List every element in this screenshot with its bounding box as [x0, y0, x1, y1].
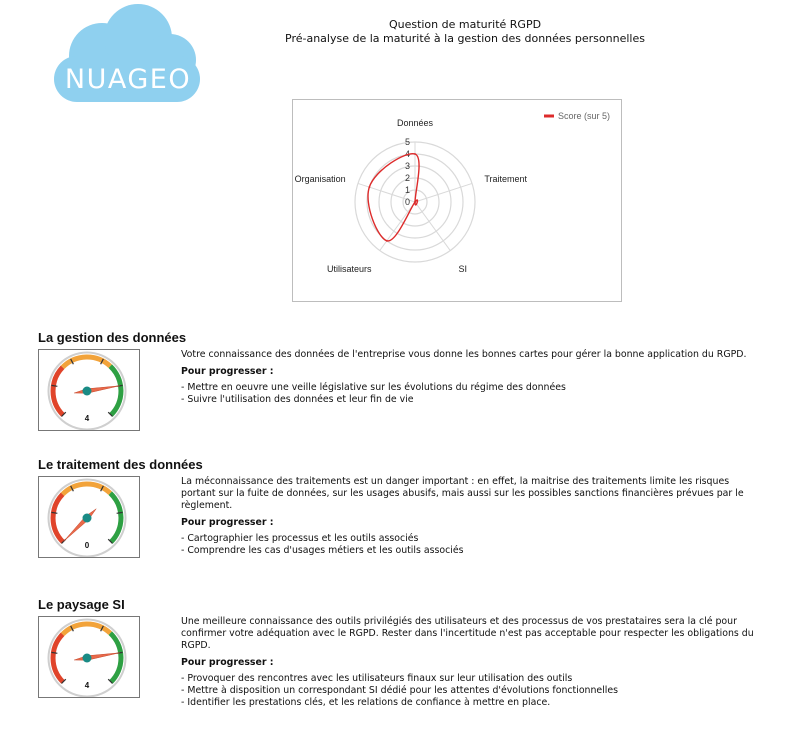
gauge-hub	[83, 514, 92, 523]
logo-text: NUAGEO	[64, 64, 192, 95]
radar-axis-label: Traitement	[484, 174, 528, 185]
progress-item: - Comprendre les cas d'usages métiers et les outils associés	[181, 545, 761, 557]
gauge-chart	[39, 350, 139, 430]
gauge-value-label: 0	[84, 541, 90, 550]
gauge-hub	[83, 654, 92, 663]
radar-tick-label: 4	[404, 149, 410, 159]
gauge-chart	[39, 617, 139, 697]
radar-tick-label: 0	[404, 197, 410, 207]
gauge-panel	[38, 349, 140, 431]
section-content	[181, 349, 761, 406]
gauge-panel	[38, 476, 140, 558]
radar-point	[386, 240, 388, 242]
gauge-value-label: 4	[84, 681, 90, 690]
radar-axis-label: Données	[396, 118, 434, 128]
section-description: Votre connaissance des données de l'entreprise vous donne les bonnes cartes pour gérer la bonne application du RGPD.	[181, 349, 747, 360]
progress-list	[181, 533, 761, 557]
radar-chart-panel	[292, 99, 622, 302]
gauge-value-label: 4	[84, 414, 90, 423]
progress-list	[181, 673, 761, 709]
progress-title: Pour progresser :	[181, 517, 274, 528]
progress-item: - Mettre à disposition un correspondant SI dédié pour les attentes d'évolutions fonctionnelles	[181, 685, 761, 697]
radar-point	[414, 201, 416, 203]
radar-spoke	[415, 202, 450, 251]
radar-tick-label: 1	[404, 185, 410, 195]
progress-title: Pour progresser :	[181, 657, 274, 668]
progress-title: Pour progresser :	[181, 366, 274, 377]
radar-chart	[293, 100, 623, 303]
progress-item: - Cartographier les processus et les outils associés	[181, 533, 761, 545]
section-title: Le traitement des données	[38, 457, 203, 472]
maturity-section	[38, 456, 778, 556]
progress-list	[181, 382, 761, 406]
radar-tick-label: 3	[404, 161, 410, 171]
report-title: Question de maturité RGPD	[388, 18, 542, 31]
section-title: Le paysage SI	[38, 597, 125, 612]
radar-tick-label: 5	[404, 137, 410, 147]
gauge-chart	[39, 477, 139, 557]
cloud-logo-icon	[50, 4, 204, 104]
radar-axis-label: Utilisateurs	[326, 263, 372, 274]
report-subtitle: Pré-analyse de la maturité à la gestion des données personnelles	[285, 32, 645, 45]
radar-axis-label: Organisation	[294, 174, 346, 185]
progress-item: - Mettre en oeuvre une veille législative sur les évolutions du régime des données	[181, 382, 761, 394]
radar-point	[414, 153, 416, 155]
legend-label: Score (sur 5)	[558, 111, 611, 121]
section-description: La méconnaissance des traitements est un danger important : en effet, la maitrise des traitements limite les risques portant sur la fuite de données, sur les usages abusifs, mais aussi sur les possibles sanctions financières prévues par le règlement.	[181, 476, 744, 511]
radar-point	[368, 186, 370, 188]
progress-item: - Identifier les prestations clés, et les relations de confiance à mettre en place.	[181, 697, 761, 709]
section-title: La gestion des données	[38, 330, 187, 345]
progress-item: - Suivre l'utilisation des données et leur fin de vie	[181, 394, 761, 406]
section-description: Une meilleure connaissance des outils privilégiés des utilisateurs et des processus de vos prestataires sera la clé pour confirmer votre adéquation avec le RGPD. Rester dans l'incertitude n'est pas acceptable pour respecter les obligations du RGPD.	[181, 616, 754, 651]
gauge-hub	[83, 387, 92, 396]
radar-spoke	[380, 202, 415, 251]
report-header	[250, 18, 680, 46]
progress-item: - Provoquer des rencontres avec les utilisateurs finaux sur leur utilisation des outils	[181, 673, 761, 685]
maturity-section	[38, 329, 778, 423]
section-content	[181, 476, 761, 557]
radar-tick-label: 2	[404, 173, 410, 183]
maturity-section	[38, 596, 778, 708]
radar-axis-label: SI	[458, 263, 468, 274]
section-content	[181, 616, 761, 709]
gauge-panel	[38, 616, 140, 698]
nuageo-logo	[50, 4, 204, 104]
